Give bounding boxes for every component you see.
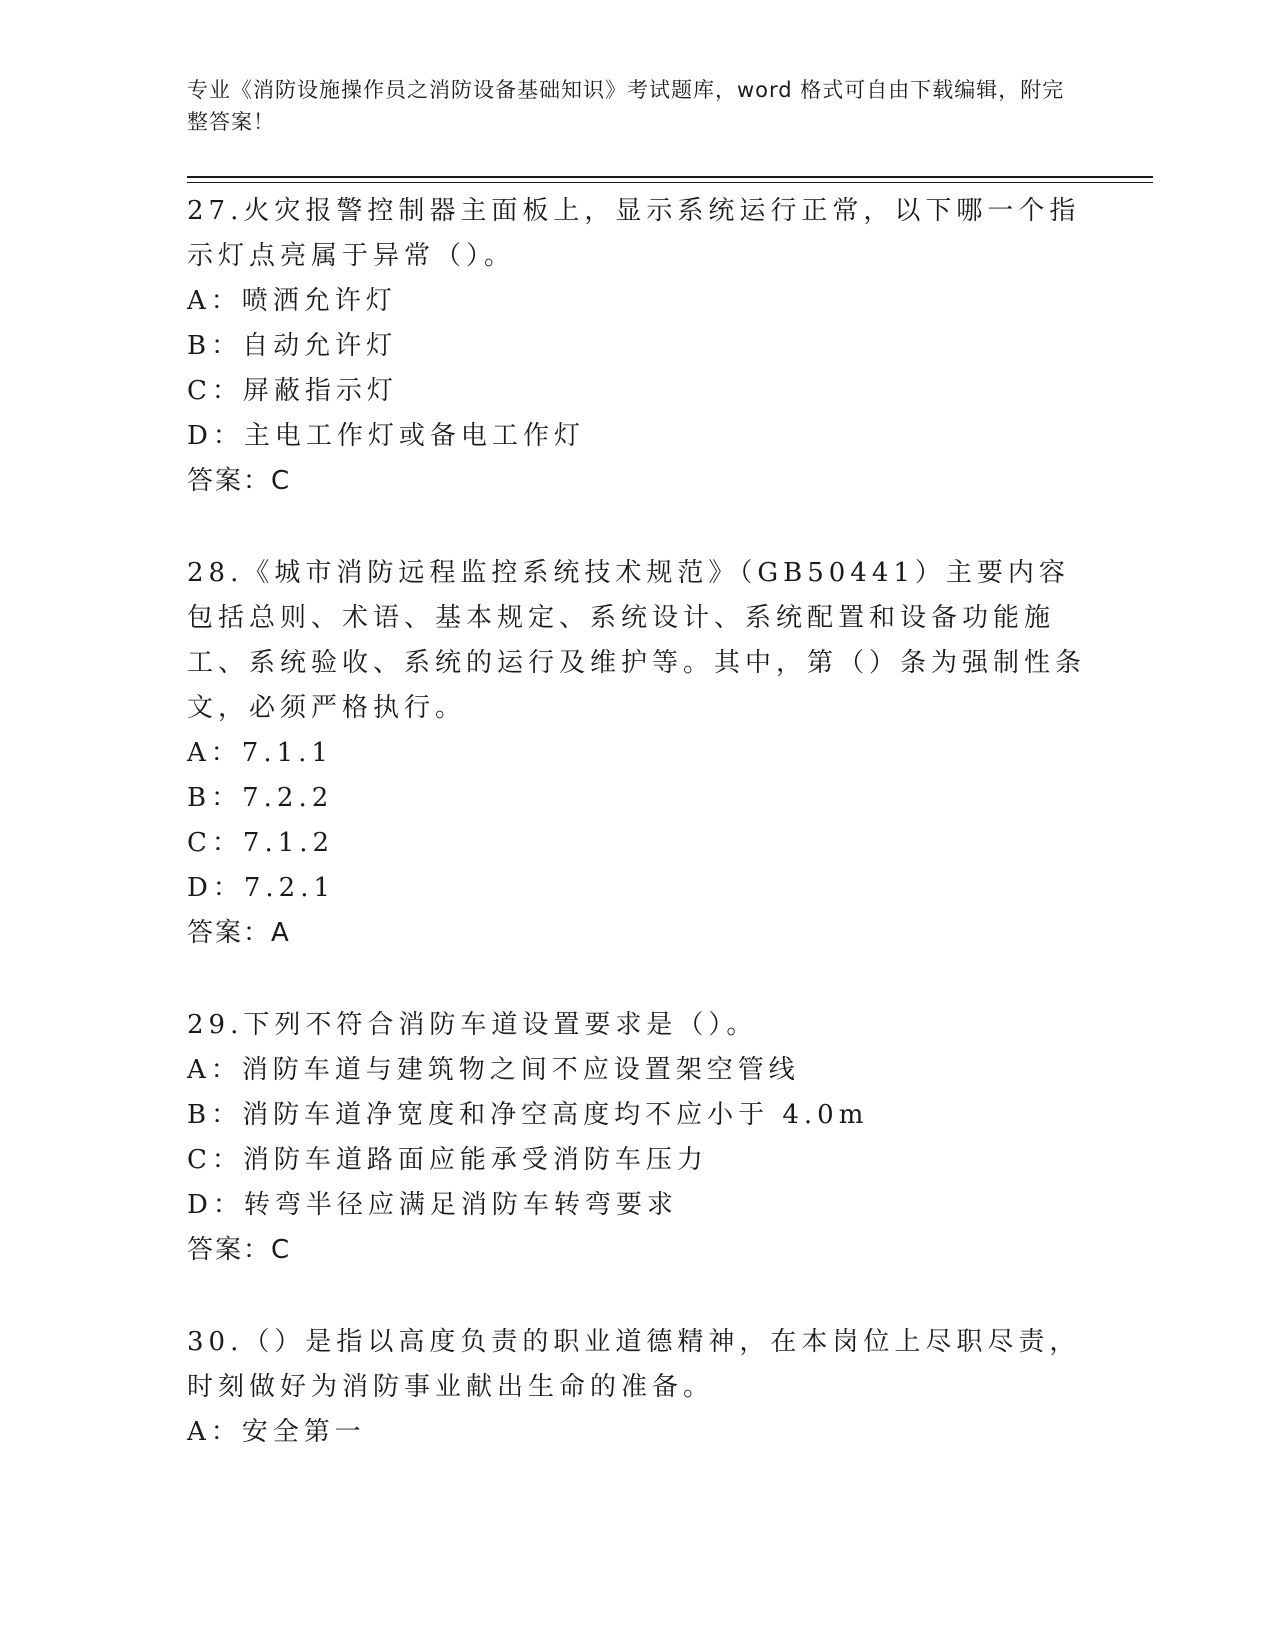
- option-b: [187, 776, 1087, 821]
- option-d: [187, 866, 1087, 911]
- option-a: [187, 279, 1087, 324]
- option-c: [187, 821, 1087, 866]
- question-stem: 29.下列不符合消防车道设置要求是（）。: [187, 1010, 758, 1040]
- option-key: C：: [187, 828, 243, 858]
- answer-line: 答案：C: [187, 1235, 292, 1265]
- option-a: [187, 1048, 1087, 1093]
- answer-line: 答案：A: [187, 918, 291, 948]
- option-b: [187, 1093, 1087, 1138]
- option-key: B：: [187, 783, 243, 813]
- option-key: D：: [187, 1190, 244, 1220]
- question-30: [187, 1319, 1087, 1455]
- option-text: 转弯半径应满足消防车转弯要求: [243, 1190, 678, 1220]
- option-c: [187, 1138, 1087, 1183]
- option-key: C：: [187, 1145, 243, 1175]
- question-list: [187, 188, 1087, 1501]
- option-text: 自动允许灯: [242, 331, 398, 361]
- answer-line: 答案：C: [187, 466, 292, 496]
- option-text: 7.2.1: [243, 873, 336, 903]
- option-key: A：: [187, 738, 242, 768]
- option-key: D：: [187, 421, 244, 451]
- question-28: [187, 550, 1087, 956]
- option-d: [187, 414, 1087, 459]
- option-a: [187, 731, 1087, 776]
- question-stem: 28.《城市消防远程监控系统技术规范》（GB50441）主要内容包括总则、术语、基本规定、系统设计、系统配置和设备功能施工、系统验收、系统的运行及维护等。其中，第（）条为强制性条文，必须严格执行。: [187, 558, 1087, 723]
- option-text: 消防车道路面应能承受消防车压力: [242, 1145, 708, 1175]
- option-key: A：: [187, 286, 242, 316]
- option-text: 7.2.2: [242, 783, 334, 813]
- option-text: 主电工作灯或备电工作灯: [243, 421, 585, 451]
- option-b: [187, 324, 1087, 369]
- option-text: 安全第一: [241, 1417, 366, 1447]
- question-stem: 30.（）是指以高度负责的职业道德精神，在本岗位上尽职尽责，时刻做好为消防事业献出生命的准备。: [187, 1327, 1081, 1402]
- option-text: 7.1.2: [242, 828, 335, 858]
- option-key: C：: [187, 376, 243, 406]
- question-29: [187, 1002, 1087, 1273]
- option-key: A：: [187, 1417, 242, 1447]
- option-text: 消防车道净宽度和净空高度均不应小于 4.0m: [242, 1100, 869, 1130]
- header-divider-thick: [187, 176, 1153, 178]
- option-key: D：: [187, 873, 244, 903]
- header-divider-thin: [187, 182, 1153, 183]
- option-d: [187, 1183, 1087, 1228]
- option-a: [187, 1410, 1087, 1455]
- document-header: 专业《消防设施操作员之消防设备基础知识》考试题库，word 格式可自由下载编辑，附完整答案！: [187, 78, 1065, 134]
- option-text: 7.1.1: [241, 738, 333, 768]
- option-key: A：: [187, 1055, 242, 1085]
- option-key: B：: [187, 1100, 243, 1130]
- option-c: [187, 369, 1087, 414]
- option-key: B：: [187, 331, 243, 361]
- option-text: 屏蔽指示灯: [242, 376, 398, 406]
- question-27: [187, 188, 1087, 504]
- option-text: 喷洒允许灯: [241, 286, 397, 316]
- question-stem: 27.火灾报警控制器主面板上，显示系统运行正常，以下哪一个指示灯点亮属于异常（）。: [187, 196, 1081, 271]
- option-text: 消防车道与建筑物之间不应设置架空管线: [241, 1055, 800, 1085]
